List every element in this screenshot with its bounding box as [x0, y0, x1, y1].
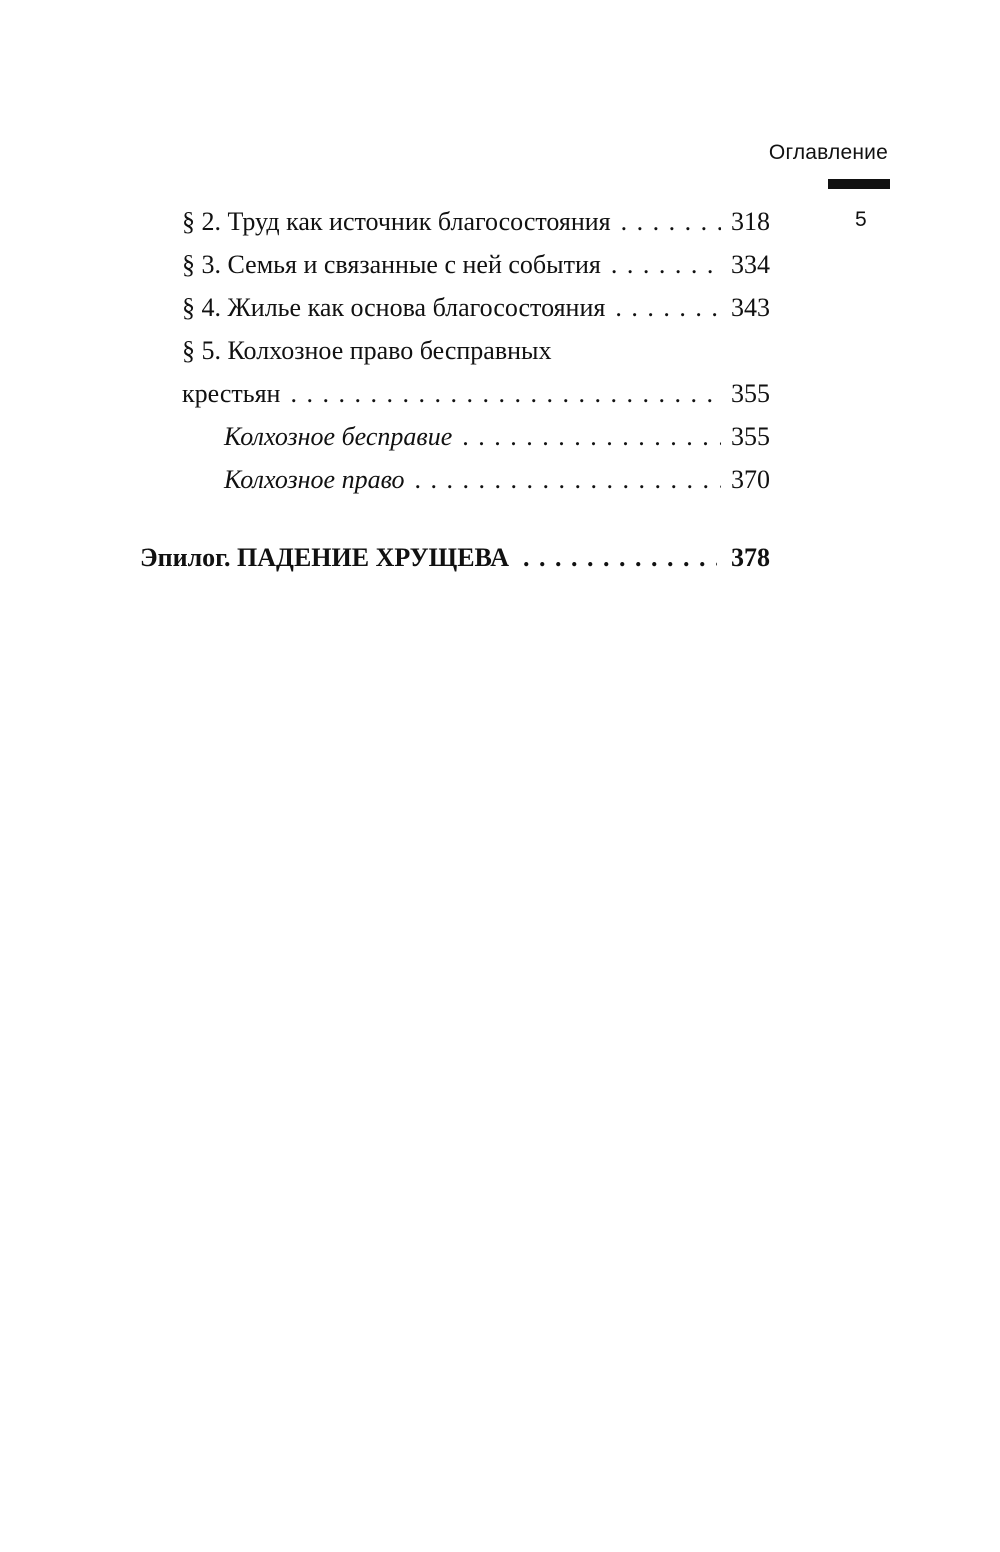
toc-entry-title: Эпилог. ПАДЕНИЕ ХРУЩЕВА — [140, 543, 510, 572]
toc-entry-page: 355 — [731, 379, 770, 408]
toc-subentry-kolkhoz-law[interactable] — [182, 458, 770, 501]
toc-entry-section-4[interactable] — [182, 286, 770, 329]
toc-entry-title: § 3. Семья и связанные с ней события — [182, 250, 601, 279]
toc-entry-title-line2: крестьян — [182, 379, 281, 408]
toc-entry-title-line1: § 5. Колхозное право бесправных — [182, 336, 552, 365]
toc-entry-page: 370 — [731, 465, 770, 494]
dot-leader — [462, 415, 721, 458]
dot-leader — [611, 243, 721, 286]
toc-entry-section-5[interactable] — [182, 329, 770, 415]
toc-entry-section-3[interactable] — [182, 243, 770, 286]
toc-entry-page: 355 — [731, 422, 770, 451]
page-number: 5 — [855, 208, 867, 231]
toc-entry-section-2[interactable] — [182, 200, 770, 243]
toc-entry-page: 334 — [731, 250, 770, 279]
table-of-contents — [182, 200, 770, 501]
toc-entry-page: 318 — [731, 207, 770, 236]
header-rule — [828, 179, 890, 189]
toc-entry-page: 378 — [731, 543, 770, 572]
toc-entry-epilogue[interactable] — [140, 536, 770, 579]
dot-leader — [621, 200, 721, 243]
toc-entry-title: § 4. Жилье как основа благосостояния — [182, 293, 606, 322]
toc-entry-title: Колхозное право — [224, 465, 405, 494]
toc-entry-title: Колхозное бесправие — [224, 422, 453, 451]
dot-leader — [290, 372, 721, 415]
running-head-title: Оглавление — [768, 141, 888, 164]
toc-entry-page: 343 — [731, 293, 770, 322]
toc-entry-title: § 2. Труд как источник благосостояния — [182, 207, 611, 236]
dot-leader — [523, 536, 717, 579]
dot-leader — [415, 458, 721, 501]
toc-subentry-kolkhoz-lawlessness[interactable] — [182, 415, 770, 458]
dot-leader — [615, 286, 721, 329]
